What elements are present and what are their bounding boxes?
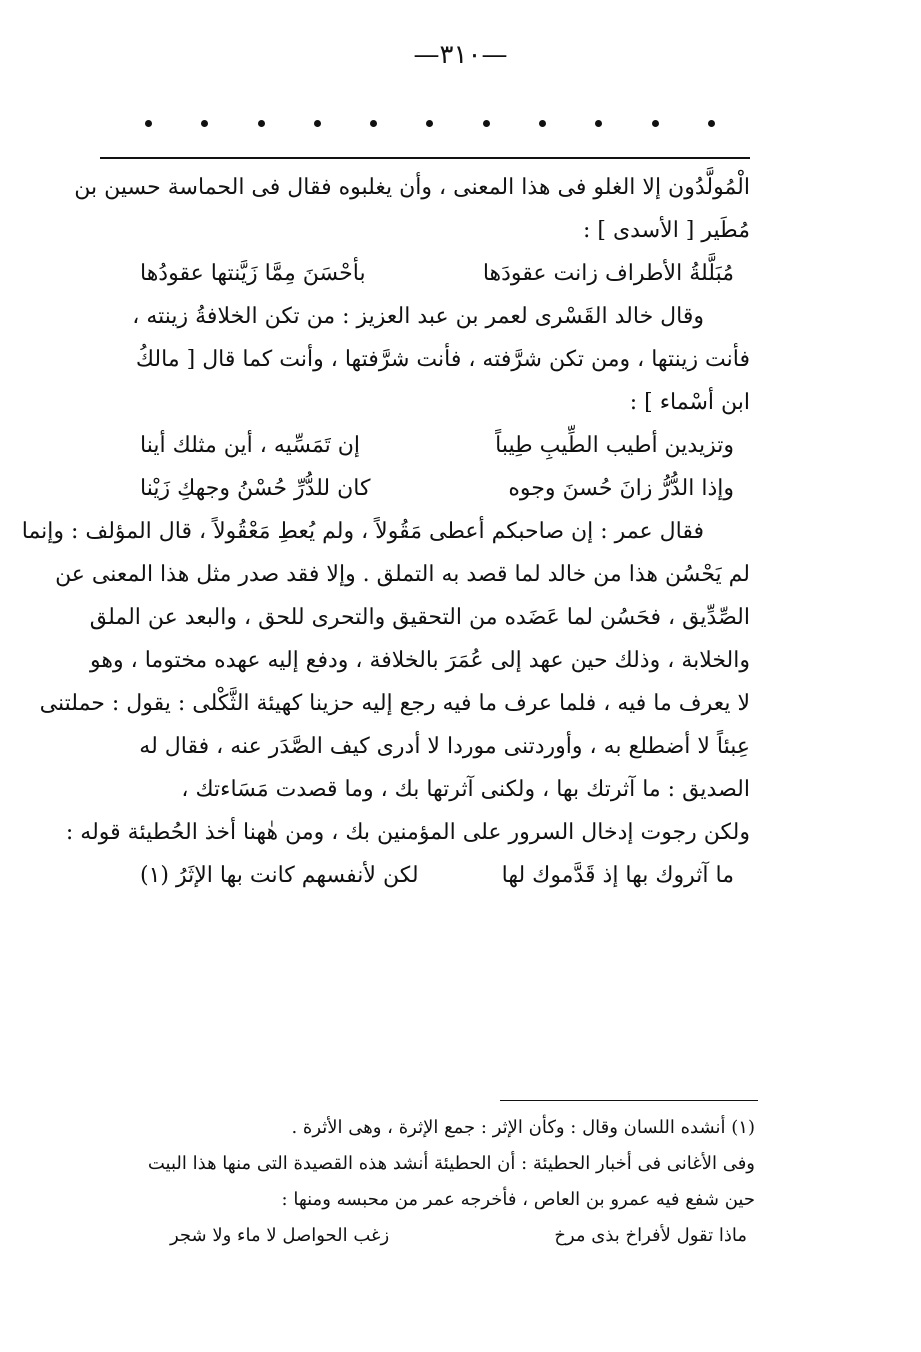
text-line: ابن أسْماء ] : xyxy=(629,390,750,415)
verse-second-hemistich: بأحْسَنَ مِمَّا زَيَّنتها عقودُها xyxy=(140,261,366,286)
dot xyxy=(595,120,602,127)
text-line: عِبئاً لا أضطلع به ، وأوردتنى موردا لا أدرى كيف الصَّدَر عنه ، فقال له xyxy=(139,734,750,759)
top-rule xyxy=(100,157,750,159)
text-line: ولكن رجوت إدخال السرور على المؤمنين بك ، ومن هٰهنا أخذ الحُطيئة قوله : xyxy=(65,820,750,845)
text-line: وقال خالد القَسْرى لعمر بن عبد العزيز : من تكن الخلافةُ زينته ، xyxy=(132,304,704,329)
main-text xyxy=(21,166,750,897)
text-line: فأنت زينتها ، ومن تكن شرَّفته ، فأنت شرَّفتها ، وأنت كما قال [ مالكُ xyxy=(135,347,750,372)
footnote-verse xyxy=(110,1218,755,1254)
footnote-line: حين شفع فيه عمرو بن العاص ، فأخرجه عمر من محبسه ومنها : xyxy=(281,1189,755,1210)
verse-first-hemistich: وإذا الدُّرُّ زانَ حُسنَ وجوه xyxy=(508,476,734,501)
dot xyxy=(539,120,546,127)
verse-second-hemistich: كان للدُّرِّ حُسْنُ وجهكِ زَيْنا xyxy=(140,476,371,501)
verse-line xyxy=(100,467,750,510)
footnotes xyxy=(110,1110,755,1254)
text-line: والخلابة ، وذلك حين عهد إلى عُمَرَ بالخلافة ، ودفع إليه عهده مختوما ، وهو xyxy=(90,648,750,673)
dot xyxy=(145,120,152,127)
verse-first-hemistich: ما آثروك بها إذ قَدَّموك لها xyxy=(501,863,734,888)
verse-line xyxy=(100,424,750,467)
text-line: الْمُولَّدُون إلا الغلو فى هذا المعنى ، وأن يغلبوه فقال فى الحماسة حسين بن xyxy=(74,175,750,200)
dot xyxy=(708,120,715,127)
verse-first-hemistich: مُبَلَّلةُ الأطراف زانت عقودَها xyxy=(482,261,734,286)
text-line: مُطَير [ الأسدى ] : xyxy=(582,218,750,243)
footnote-verse-first-hemistich: ماذا تقول لأفراخ بذى مرخ xyxy=(554,1225,747,1246)
verse-second-hemistich: لكن لأنفسهم كانت بها الإثَرُ (١) xyxy=(140,863,419,888)
verse-first-hemistich: وتزيدين أطيب الطِّيبِ طِيباً xyxy=(495,433,734,458)
text-line: لم يَحْسُن هذا من خالد لما قصد به التملق . وإلا فقد صدر مثل هذا المعنى عن xyxy=(55,562,750,587)
verse-line xyxy=(100,252,750,295)
footnote-rule xyxy=(500,1100,758,1101)
dot xyxy=(201,120,208,127)
dot xyxy=(314,120,321,127)
dot xyxy=(258,120,265,127)
ellipsis-dots xyxy=(145,120,715,127)
dot xyxy=(370,120,377,127)
dot xyxy=(652,120,659,127)
verse-second-hemistich: إن تَمَسِّيه ، أين مثلك أينا xyxy=(140,433,361,458)
verse-line xyxy=(100,854,750,897)
text-line: فقال عمر : إن صاحبكم أعطى مَقُولاً ، ولم يُعطِ مَعْقُولاً ، قال المؤلف : وإنما xyxy=(21,519,704,544)
text-line: لا يعرف ما فيه ، فلما عرف ما فيه رجع إليه حزينا كهيئة الثَّكْلى : يقول : حملتنى xyxy=(39,691,750,716)
page-number: —٣١٠— xyxy=(413,40,508,70)
footnote-line: (١) أنشده اللسان وقال : وكأن الإثر : جمع الإثرة ، وهى الأثرة . xyxy=(291,1117,755,1138)
dot xyxy=(483,120,490,127)
text-line: الصديق : ما آثرتك بها ، ولكنى آثرتها بك ، وما قصدت مَسَاءتك ، xyxy=(181,777,750,802)
dot xyxy=(426,120,433,127)
footnote-line: وفى الأغانى فى أخبار الحطيئة : أن الحطيئة أنشد هذه القصيدة التى منها هذا البيت xyxy=(147,1153,755,1174)
footnote-verse-second-hemistich: زغب الحواصل لا ماء ولا شجر xyxy=(170,1225,390,1246)
text-line: الصِّدِّيق ، فحَسُن لما عَضَده من التحقيق والتحرى للحق ، والبعد عن الملق xyxy=(89,605,750,630)
